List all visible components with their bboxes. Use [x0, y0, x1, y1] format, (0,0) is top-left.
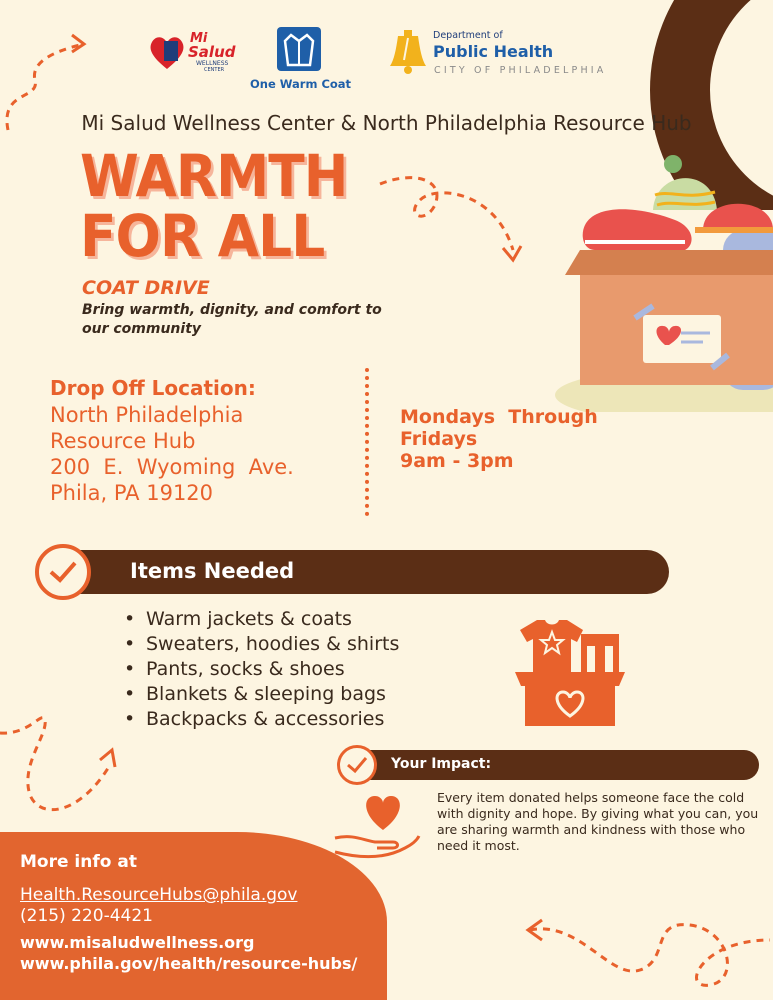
title-line-2: FOR ALL [80, 202, 325, 270]
website-link-2[interactable]: www.phila.gov/health/resource-hubs/ [20, 954, 358, 973]
impact-heading: Your Impact: [391, 756, 492, 772]
heart-icon [148, 35, 186, 71]
list-item: • Blankets & sleeping bags [122, 682, 399, 707]
list-item: • Backpacks & accessories [122, 707, 399, 732]
location-line-2: Resource Hub [50, 429, 196, 453]
hours-days-1: Mondays Through [400, 406, 598, 428]
logo-salud: Salud [188, 43, 236, 61]
logo-mi: Mi [190, 31, 208, 46]
check-icon [346, 756, 368, 774]
donation-box-illustration [555, 150, 773, 412]
dashed-arrow-icon [375, 170, 530, 265]
items-list [122, 607, 399, 732]
impact-check-badge [337, 745, 377, 785]
one-warm-coat-logo [247, 27, 357, 93]
city-of-philadelphia: CITY OF PHILADELPHIA [434, 65, 607, 76]
liberty-bell-icon [390, 30, 426, 76]
email-link[interactable]: Health.ResourceHubs@phila.gov [20, 885, 298, 905]
more-info-heading: More info at [20, 852, 137, 872]
coat-icon [277, 27, 321, 71]
check-badge [35, 544, 91, 600]
location-line-1: North Philadelphia [50, 403, 244, 427]
public-health-logo [390, 30, 630, 80]
one-warm-coat-name: One Warm Coat [250, 77, 352, 91]
location-line-4: Phila, PA 19120 [50, 481, 214, 505]
donation-box-icon [515, 612, 625, 727]
dotted-divider [365, 368, 369, 516]
mi-salud-logo [148, 33, 238, 75]
hours-days-2: Fridays [400, 428, 478, 450]
dashed-arrow-icon [520, 900, 773, 1000]
tagline: Bring warmth, dignity, and comfort to our community [82, 302, 382, 337]
logo-wellness: WELLNESS [196, 60, 229, 67]
hours-time: 9am - 3pm [400, 450, 514, 472]
dashed-arrow-icon [0, 705, 130, 840]
dept-of: Department of [433, 30, 503, 41]
title-line-1: WARMTH [80, 142, 348, 210]
list-item: • Sweaters, hoodies & shirts [122, 632, 399, 657]
org-line: Mi Salud Wellness Center & North Philadelphia Resource Hub [81, 111, 692, 135]
list-item: • Pants, socks & shoes [122, 657, 399, 682]
website-link-1[interactable]: www.misaludwellness.org [20, 933, 255, 952]
check-icon [48, 560, 78, 584]
location-line-3: 200 E. Wyoming Ave. [50, 455, 294, 479]
logo-center: CENTER [204, 67, 225, 73]
phone-number: (215) 220-4421 [20, 906, 153, 926]
heart-hand-icon [333, 790, 423, 860]
public-health: Public Health [433, 42, 554, 61]
items-needed-heading: Items Needed [130, 559, 295, 583]
impact-text: Every item donated helps someone face the cold with dignity and hope. By giving what you can, you are sharing warmth and kindness with those who need it most. [437, 790, 759, 853]
coat-drive-subtitle: COAT DRIVE [82, 277, 210, 299]
drop-off-heading: Drop Off Location: [50, 376, 256, 400]
list-item: • Warm jackets & coats [122, 607, 399, 632]
